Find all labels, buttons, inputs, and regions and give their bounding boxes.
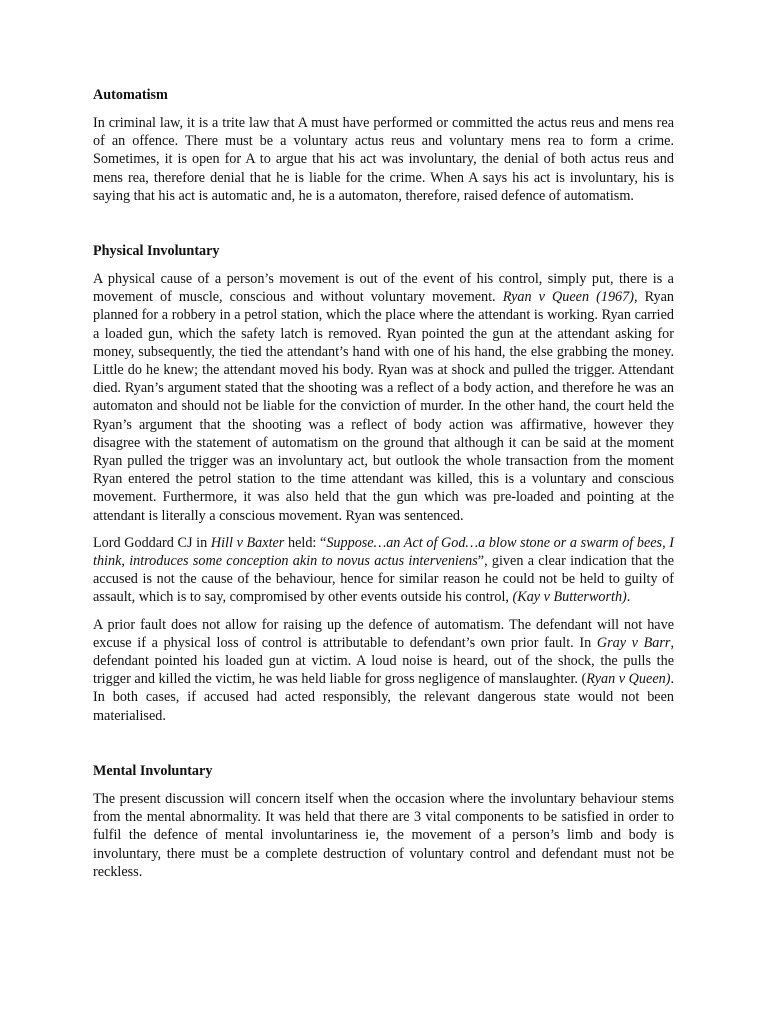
case-citation: Ryan v Queen) (586, 671, 671, 688)
section-heading: Mental Involuntary (93, 762, 213, 779)
text-run: held: “ (284, 534, 327, 551)
paragraph (93, 270, 674, 525)
case-citation: Gray v Barr (596, 634, 671, 651)
text-run: Lord Goddard CJ in (93, 534, 211, 551)
paragraph (93, 616, 674, 725)
section-automatism (93, 86, 674, 205)
text-run: A prior fault does not allow for raising up the defence of automatism. The defendant will not have excuse if a physical loss of control is attributable to defendant’s own prior fault. In (93, 616, 674, 651)
section-heading: Physical Involuntary (93, 243, 220, 260)
paragraph (93, 790, 674, 881)
case-citation: (Kay v Butterworth) (512, 589, 627, 606)
section-heading: Automatism (93, 87, 168, 103)
text-run: , defendant pointed his loaded gun at victim. A loud noise is heard, out of the shock, the pulls the trigger and killed the victim, he was held liable for gross negligence of manslaughter. ( (93, 634, 674, 688)
section-mental-involuntary (93, 762, 674, 881)
text-run: , Ryan planned for a robbery in a petrol station, which the place where the attendant is working. Ryan carried a loaded gun, which the safety latch is removed. Ryan pointed the gun at the attendant asking for money, subsequently, the tied the attendant’s hand with one of his hand, the else grabbing the money. Little do he knew; the attendant moved his body. Ryan was at shock and pulled the trigger. Attendant died. Ryan’s argument stated that the shooting was a reflect of a body action, and therefore he was an automaton and should not be liable for the conviction of murder. In the other hand, the court held the Ryan’s argument that the shooting was a reflect of body action was affirmative, however they disagree with the statement of automatism on the ground that although it can be said at the moment Ryan pulled the trigger was an involuntary act, but outlook the whole transaction from the moment Ryan entered the petrol station to the time attendant was killed, this is a voluntary and conscious movement. Furthermore, it was also held that the gun which was pre-loaded and pointing at the attendant is literally a conscious movement. Ryan was sentenced. (93, 289, 674, 524)
text-run: In criminal law, it is a trite law that A must have performed or committed the actus reus and mens rea of an offence. There must be a voluntary actus reus and voluntary mens rea to form a crime. Sometimes, it is open for A to argue that his act was involuntary, the denial of both actus reus and mens rea, therefore denial that he is liable for the crime. When A says his act is involuntary, his is saying that his act is automatic and, he is a automaton, therefore, raised defence of automatism. (93, 115, 674, 204)
text-run: . In both cases, if accused had acted responsibly, the relevant dangerous state would not been materialised. (93, 671, 674, 724)
quotation: Suppose…an Act of God…a blow stone or a swarm of bees, I think, introduces some conception akin to novus actus interveniens (93, 534, 674, 570)
case-citation: Ryan v Queen (1967) (502, 289, 634, 306)
case-citation: Hill v Baxter (210, 534, 285, 551)
section-physical-involuntary (93, 242, 674, 725)
paragraph (93, 114, 674, 205)
text-run: . (626, 589, 631, 606)
text-run: A physical cause of a person’s movement is out of the event of his control, simply put, there is a movement of muscle, conscious and without voluntary movement. (93, 271, 674, 306)
paragraph (93, 534, 674, 607)
text-run: The present discussion will concern itself when the occasion where the involuntary behaviour stems from the mental abnormality. It was held that there are 3 vital components to be satisfied in order to fulfil the defence of mental involuntariness ie, the movement of a person’s limb and body is involuntary, there must be a complete destruction of voluntary control and defendant must not be reckless. (93, 790, 674, 880)
text-run: ”, given a clear indication that the accused is not the cause of the behaviour, hence for similar reason he could not be held to guilty of assault, which is to say, compromised by other events outside his control, (93, 553, 675, 606)
